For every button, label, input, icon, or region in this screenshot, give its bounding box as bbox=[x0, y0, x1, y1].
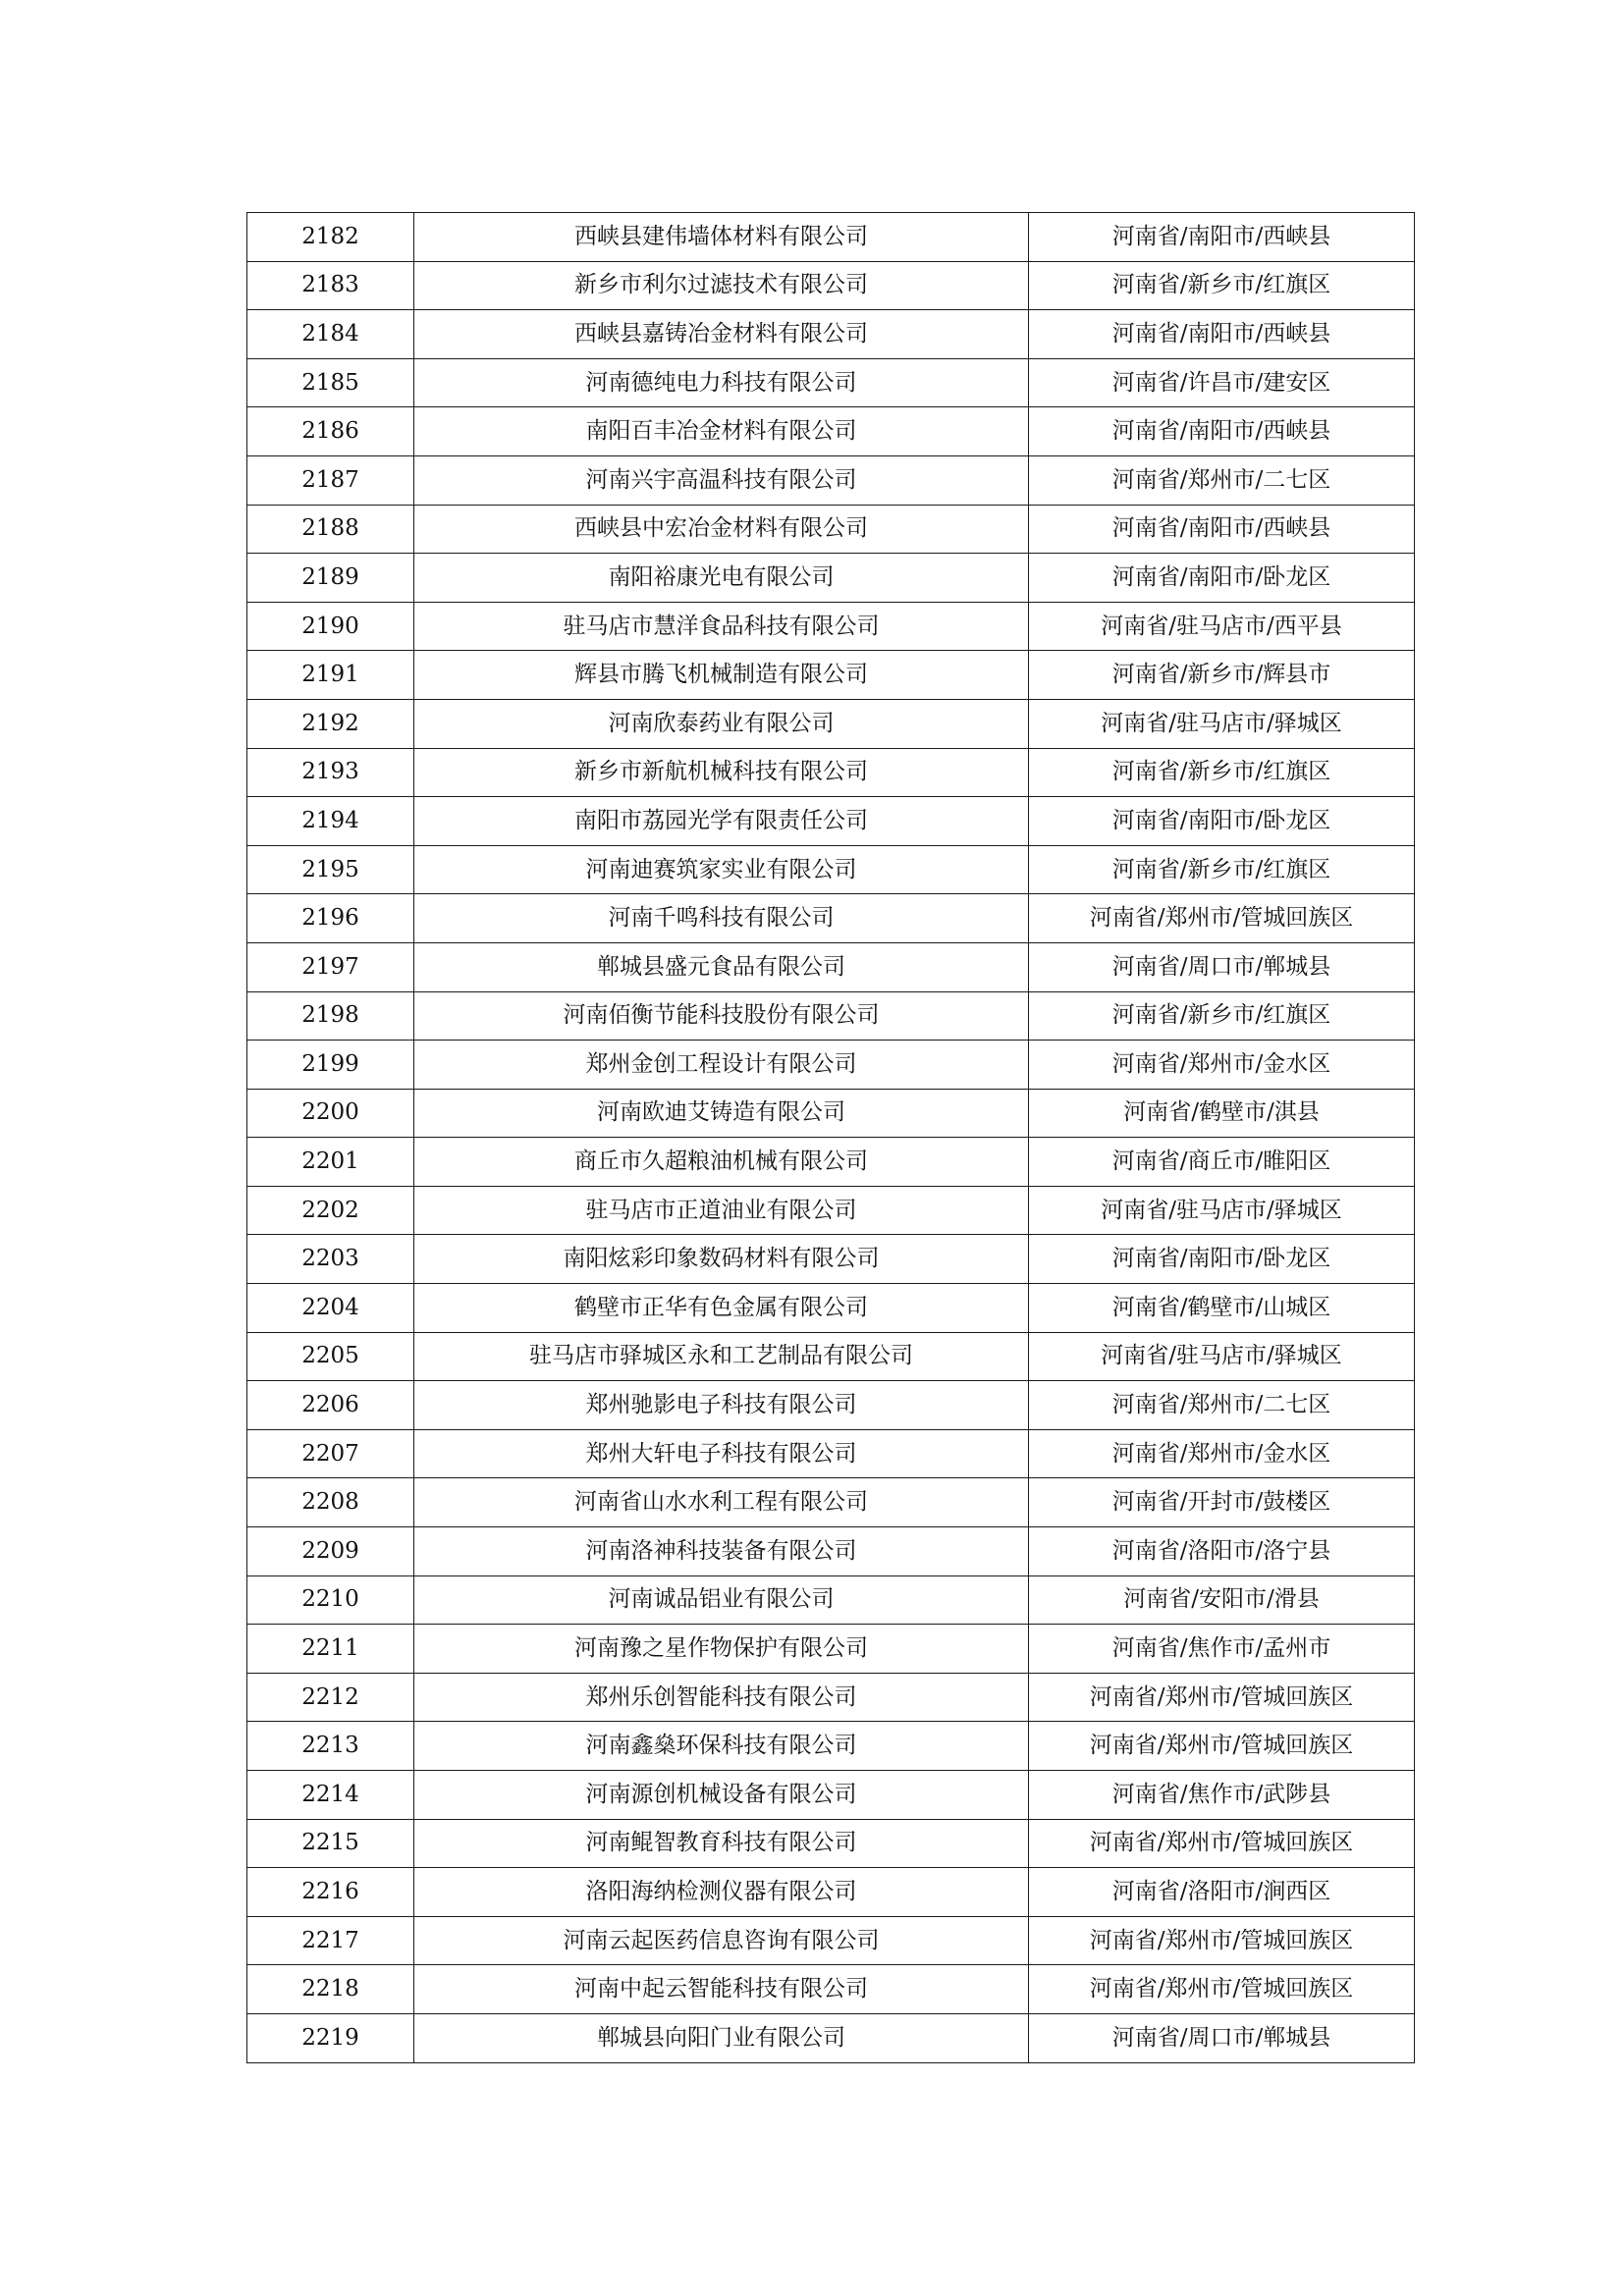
table-row bbox=[247, 1771, 1415, 1820]
company-name-cell: 河南佰衡节能科技股份有限公司 bbox=[414, 991, 1029, 1041]
row-number-cell: 2193 bbox=[247, 748, 414, 797]
table-row bbox=[247, 1284, 1415, 1333]
company-name-cell: 河南欧迪艾铸造有限公司 bbox=[414, 1089, 1029, 1138]
table-row bbox=[247, 748, 1415, 797]
location-cell: 河南省/开封市/鼓楼区 bbox=[1029, 1478, 1415, 1527]
table-row bbox=[247, 1041, 1415, 1090]
table-row bbox=[247, 894, 1415, 943]
row-number-cell: 2191 bbox=[247, 651, 414, 700]
company-name-cell: 西峡县中宏冶金材料有限公司 bbox=[414, 505, 1029, 554]
company-name-cell: 西峡县嘉铸冶金材料有限公司 bbox=[414, 310, 1029, 359]
company-name-cell: 驻马店市正道油业有限公司 bbox=[414, 1186, 1029, 1235]
location-cell: 河南省/南阳市/卧龙区 bbox=[1029, 554, 1415, 603]
location-cell: 河南省/南阳市/西峡县 bbox=[1029, 407, 1415, 456]
company-name-cell: 郸城县盛元食品有限公司 bbox=[414, 942, 1029, 991]
table-row bbox=[247, 1625, 1415, 1674]
row-number-cell: 2219 bbox=[247, 2013, 414, 2062]
table-row bbox=[247, 2013, 1415, 2062]
table-row bbox=[247, 1138, 1415, 1187]
row-number-cell: 2195 bbox=[247, 845, 414, 894]
location-cell: 河南省/鹤壁市/山城区 bbox=[1029, 1284, 1415, 1333]
row-number-cell: 2210 bbox=[247, 1575, 414, 1625]
location-cell: 河南省/郑州市/金水区 bbox=[1029, 1429, 1415, 1478]
location-cell: 河南省/洛阳市/涧西区 bbox=[1029, 1868, 1415, 1917]
row-number-cell: 2187 bbox=[247, 455, 414, 505]
table-row bbox=[247, 797, 1415, 846]
company-list-table-body bbox=[247, 213, 1415, 2063]
table-row bbox=[247, 1965, 1415, 2014]
table-row bbox=[247, 651, 1415, 700]
row-number-cell: 2188 bbox=[247, 505, 414, 554]
company-name-cell: 河南鑫燊环保科技有限公司 bbox=[414, 1722, 1029, 1771]
company-name-cell: 河南兴宇高温科技有限公司 bbox=[414, 455, 1029, 505]
table-row bbox=[247, 1673, 1415, 1722]
company-name-cell: 郸城县向阳门业有限公司 bbox=[414, 2013, 1029, 2062]
location-cell: 河南省/鹤壁市/淇县 bbox=[1029, 1089, 1415, 1138]
table-row bbox=[247, 1916, 1415, 1965]
row-number-cell: 2199 bbox=[247, 1041, 414, 1090]
table-row bbox=[247, 261, 1415, 310]
table-row bbox=[247, 1429, 1415, 1478]
location-cell: 河南省/洛阳市/洛宁县 bbox=[1029, 1527, 1415, 1576]
company-name-cell: 驻马店市慧洋食品科技有限公司 bbox=[414, 602, 1029, 651]
location-cell: 河南省/驻马店市/驿城区 bbox=[1029, 1186, 1415, 1235]
table-row bbox=[247, 1381, 1415, 1430]
row-number-cell: 2209 bbox=[247, 1527, 414, 1576]
company-list-table bbox=[246, 212, 1415, 2063]
company-name-cell: 河南豫之星作物保护有限公司 bbox=[414, 1625, 1029, 1674]
location-cell: 河南省/焦作市/孟州市 bbox=[1029, 1625, 1415, 1674]
location-cell: 河南省/新乡市/辉县市 bbox=[1029, 651, 1415, 700]
row-number-cell: 2192 bbox=[247, 699, 414, 748]
table-row bbox=[247, 1332, 1415, 1381]
table-row bbox=[247, 1235, 1415, 1284]
location-cell: 河南省/郑州市/管城回族区 bbox=[1029, 1673, 1415, 1722]
location-cell: 河南省/郑州市/管城回族区 bbox=[1029, 1965, 1415, 2014]
table-row bbox=[247, 699, 1415, 748]
location-cell: 河南省/南阳市/卧龙区 bbox=[1029, 797, 1415, 846]
company-name-cell: 辉县市腾飞机械制造有限公司 bbox=[414, 651, 1029, 700]
table-row bbox=[247, 554, 1415, 603]
row-number-cell: 2206 bbox=[247, 1381, 414, 1430]
company-name-cell: 新乡市利尔过滤技术有限公司 bbox=[414, 261, 1029, 310]
location-cell: 河南省/周口市/郸城县 bbox=[1029, 2013, 1415, 2062]
location-cell: 河南省/新乡市/红旗区 bbox=[1029, 748, 1415, 797]
table-row bbox=[247, 455, 1415, 505]
location-cell: 河南省/南阳市/西峡县 bbox=[1029, 505, 1415, 554]
location-cell: 河南省/商丘市/睢阳区 bbox=[1029, 1138, 1415, 1187]
row-number-cell: 2205 bbox=[247, 1332, 414, 1381]
company-name-cell: 郑州金创工程设计有限公司 bbox=[414, 1041, 1029, 1090]
row-number-cell: 2213 bbox=[247, 1722, 414, 1771]
location-cell: 河南省/新乡市/红旗区 bbox=[1029, 845, 1415, 894]
row-number-cell: 2207 bbox=[247, 1429, 414, 1478]
table-row bbox=[247, 213, 1415, 262]
location-cell: 河南省/焦作市/武陟县 bbox=[1029, 1771, 1415, 1820]
table-row bbox=[247, 358, 1415, 407]
company-name-cell: 鹤壁市正华有色金属有限公司 bbox=[414, 1284, 1029, 1333]
company-name-cell: 河南源创机械设备有限公司 bbox=[414, 1771, 1029, 1820]
row-number-cell: 2190 bbox=[247, 602, 414, 651]
row-number-cell: 2203 bbox=[247, 1235, 414, 1284]
company-name-cell: 南阳裕康光电有限公司 bbox=[414, 554, 1029, 603]
company-name-cell: 河南洛神科技装备有限公司 bbox=[414, 1527, 1029, 1576]
row-number-cell: 2201 bbox=[247, 1138, 414, 1187]
table-row bbox=[247, 602, 1415, 651]
company-name-cell: 河南云起医药信息咨询有限公司 bbox=[414, 1916, 1029, 1965]
company-name-cell: 河南鲲智教育科技有限公司 bbox=[414, 1819, 1029, 1868]
row-number-cell: 2215 bbox=[247, 1819, 414, 1868]
company-name-cell: 新乡市新航机械科技有限公司 bbox=[414, 748, 1029, 797]
row-number-cell: 2204 bbox=[247, 1284, 414, 1333]
company-name-cell: 西峡县建伟墙体材料有限公司 bbox=[414, 213, 1029, 262]
company-name-cell: 南阳炫彩印象数码材料有限公司 bbox=[414, 1235, 1029, 1284]
table-row bbox=[247, 1089, 1415, 1138]
company-name-cell: 河南德纯电力科技有限公司 bbox=[414, 358, 1029, 407]
location-cell: 河南省/郑州市/管城回族区 bbox=[1029, 1916, 1415, 1965]
company-name-cell: 郑州大轩电子科技有限公司 bbox=[414, 1429, 1029, 1478]
row-number-cell: 2214 bbox=[247, 1771, 414, 1820]
table-row bbox=[247, 1819, 1415, 1868]
location-cell: 河南省/南阳市/卧龙区 bbox=[1029, 1235, 1415, 1284]
row-number-cell: 2182 bbox=[247, 213, 414, 262]
row-number-cell: 2196 bbox=[247, 894, 414, 943]
table-row bbox=[247, 991, 1415, 1041]
table-row bbox=[247, 1575, 1415, 1625]
company-name-cell: 洛阳海纳检测仪器有限公司 bbox=[414, 1868, 1029, 1917]
company-name-cell: 河南省山水水利工程有限公司 bbox=[414, 1478, 1029, 1527]
company-name-cell: 郑州乐创智能科技有限公司 bbox=[414, 1673, 1029, 1722]
location-cell: 河南省/郑州市/金水区 bbox=[1029, 1041, 1415, 1090]
row-number-cell: 2184 bbox=[247, 310, 414, 359]
row-number-cell: 2216 bbox=[247, 1868, 414, 1917]
table-row bbox=[247, 942, 1415, 991]
company-name-cell: 河南诚品铝业有限公司 bbox=[414, 1575, 1029, 1625]
company-name-cell: 河南迪赛筑家实业有限公司 bbox=[414, 845, 1029, 894]
location-cell: 河南省/郑州市/管城回族区 bbox=[1029, 1722, 1415, 1771]
location-cell: 河南省/许昌市/建安区 bbox=[1029, 358, 1415, 407]
row-number-cell: 2189 bbox=[247, 554, 414, 603]
location-cell: 河南省/驻马店市/驿城区 bbox=[1029, 1332, 1415, 1381]
company-name-cell: 河南千鸣科技有限公司 bbox=[414, 894, 1029, 943]
location-cell: 河南省/郑州市/二七区 bbox=[1029, 455, 1415, 505]
location-cell: 河南省/郑州市/管城回族区 bbox=[1029, 894, 1415, 943]
table-row bbox=[247, 505, 1415, 554]
location-cell: 河南省/南阳市/西峡县 bbox=[1029, 213, 1415, 262]
row-number-cell: 2218 bbox=[247, 1965, 414, 2014]
company-name-cell: 商丘市久超粮油机械有限公司 bbox=[414, 1138, 1029, 1187]
location-cell: 河南省/安阳市/滑县 bbox=[1029, 1575, 1415, 1625]
table-row bbox=[247, 407, 1415, 456]
row-number-cell: 2194 bbox=[247, 797, 414, 846]
location-cell: 河南省/驻马店市/西平县 bbox=[1029, 602, 1415, 651]
row-number-cell: 2183 bbox=[247, 261, 414, 310]
location-cell: 河南省/新乡市/红旗区 bbox=[1029, 991, 1415, 1041]
row-number-cell: 2208 bbox=[247, 1478, 414, 1527]
table-row bbox=[247, 1186, 1415, 1235]
company-name-cell: 驻马店市驿城区永和工艺制品有限公司 bbox=[414, 1332, 1029, 1381]
company-name-cell: 河南欣泰药业有限公司 bbox=[414, 699, 1029, 748]
location-cell: 河南省/郑州市/二七区 bbox=[1029, 1381, 1415, 1430]
row-number-cell: 2198 bbox=[247, 991, 414, 1041]
company-name-cell: 南阳百丰冶金材料有限公司 bbox=[414, 407, 1029, 456]
table-row bbox=[247, 310, 1415, 359]
location-cell: 河南省/郑州市/管城回族区 bbox=[1029, 1819, 1415, 1868]
company-name-cell: 郑州驰影电子科技有限公司 bbox=[414, 1381, 1029, 1430]
row-number-cell: 2197 bbox=[247, 942, 414, 991]
row-number-cell: 2185 bbox=[247, 358, 414, 407]
table-row bbox=[247, 1868, 1415, 1917]
location-cell: 河南省/驻马店市/驿城区 bbox=[1029, 699, 1415, 748]
row-number-cell: 2200 bbox=[247, 1089, 414, 1138]
table-row bbox=[247, 1722, 1415, 1771]
row-number-cell: 2217 bbox=[247, 1916, 414, 1965]
location-cell: 河南省/南阳市/西峡县 bbox=[1029, 310, 1415, 359]
company-name-cell: 南阳市荔园光学有限责任公司 bbox=[414, 797, 1029, 846]
row-number-cell: 2211 bbox=[247, 1625, 414, 1674]
table-row bbox=[247, 1478, 1415, 1527]
row-number-cell: 2202 bbox=[247, 1186, 414, 1235]
location-cell: 河南省/周口市/郸城县 bbox=[1029, 942, 1415, 991]
table-row bbox=[247, 1527, 1415, 1576]
table-row bbox=[247, 845, 1415, 894]
row-number-cell: 2212 bbox=[247, 1673, 414, 1722]
row-number-cell: 2186 bbox=[247, 407, 414, 456]
company-name-cell: 河南中起云智能科技有限公司 bbox=[414, 1965, 1029, 2014]
location-cell: 河南省/新乡市/红旗区 bbox=[1029, 261, 1415, 310]
